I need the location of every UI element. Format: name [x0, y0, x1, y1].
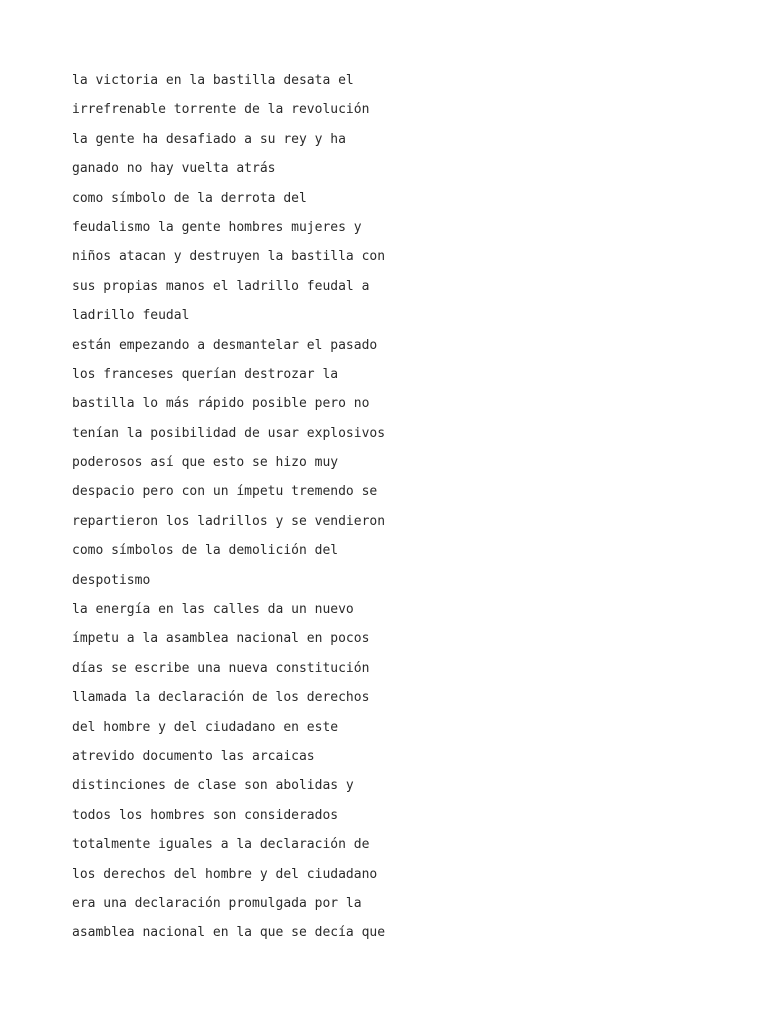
text-line: repartieron los ladrillos y se vendieron	[72, 513, 386, 529]
text-line: días se escribe una nueva constitución	[72, 660, 370, 676]
text-line: niños atacan y destruyen la bastilla con	[72, 249, 386, 265]
text-line: los franceses querían destrozar la	[72, 366, 339, 382]
text-line: bastilla lo más rápido posible pero no	[72, 396, 370, 412]
text-line: sus propias manos el ladrillo feudal a	[72, 278, 370, 294]
text-line: distinciones de clase son abolidas y	[72, 778, 354, 794]
text-line: ladrillo feudal	[72, 308, 190, 324]
text-line: como símbolos de la demolición del	[72, 543, 339, 559]
text-line: era una declaración promulgada por la	[72, 895, 362, 911]
text-line: los derechos del hombre y del ciudadano	[72, 866, 378, 882]
text-line: totalmente iguales a la declaración de	[72, 837, 370, 853]
text-line: del hombre y del ciudadano en este	[72, 719, 339, 735]
text-line: poderosos así que esto se hizo muy	[72, 455, 339, 471]
text-line: ganado no hay vuelta atrás	[72, 161, 276, 177]
text-line: asamblea nacional en la que se decía que	[72, 925, 386, 941]
text-line: la energía en las calles da un nuevo	[72, 602, 354, 618]
document-page	[72, 66, 712, 948]
text-line: despotismo	[72, 572, 151, 588]
text-line: atrevido documento las arcaicas	[72, 748, 315, 764]
text-line: todos los hombres son considerados	[72, 807, 339, 823]
text-line: la gente ha desafiado a su rey y ha	[72, 131, 346, 147]
text-line: irrefrenable torrente de la revolución	[72, 102, 370, 118]
text-line: feudalismo la gente hombres mujeres y	[72, 219, 362, 235]
text-line: la victoria en la bastilla desata el	[72, 73, 354, 88]
text-line: tenían la posibilidad de usar explosivos	[72, 425, 386, 441]
text-line: llamada la declaración de los derechos	[72, 690, 370, 706]
text-line: como símbolo de la derrota del	[72, 190, 307, 206]
text-line: ímpetu a la asamblea nacional en pocos	[72, 631, 370, 647]
text-line: despacio pero con un ímpetu tremendo se	[72, 484, 378, 500]
text-line: están empezando a desmantelar el pasado	[72, 337, 378, 353]
